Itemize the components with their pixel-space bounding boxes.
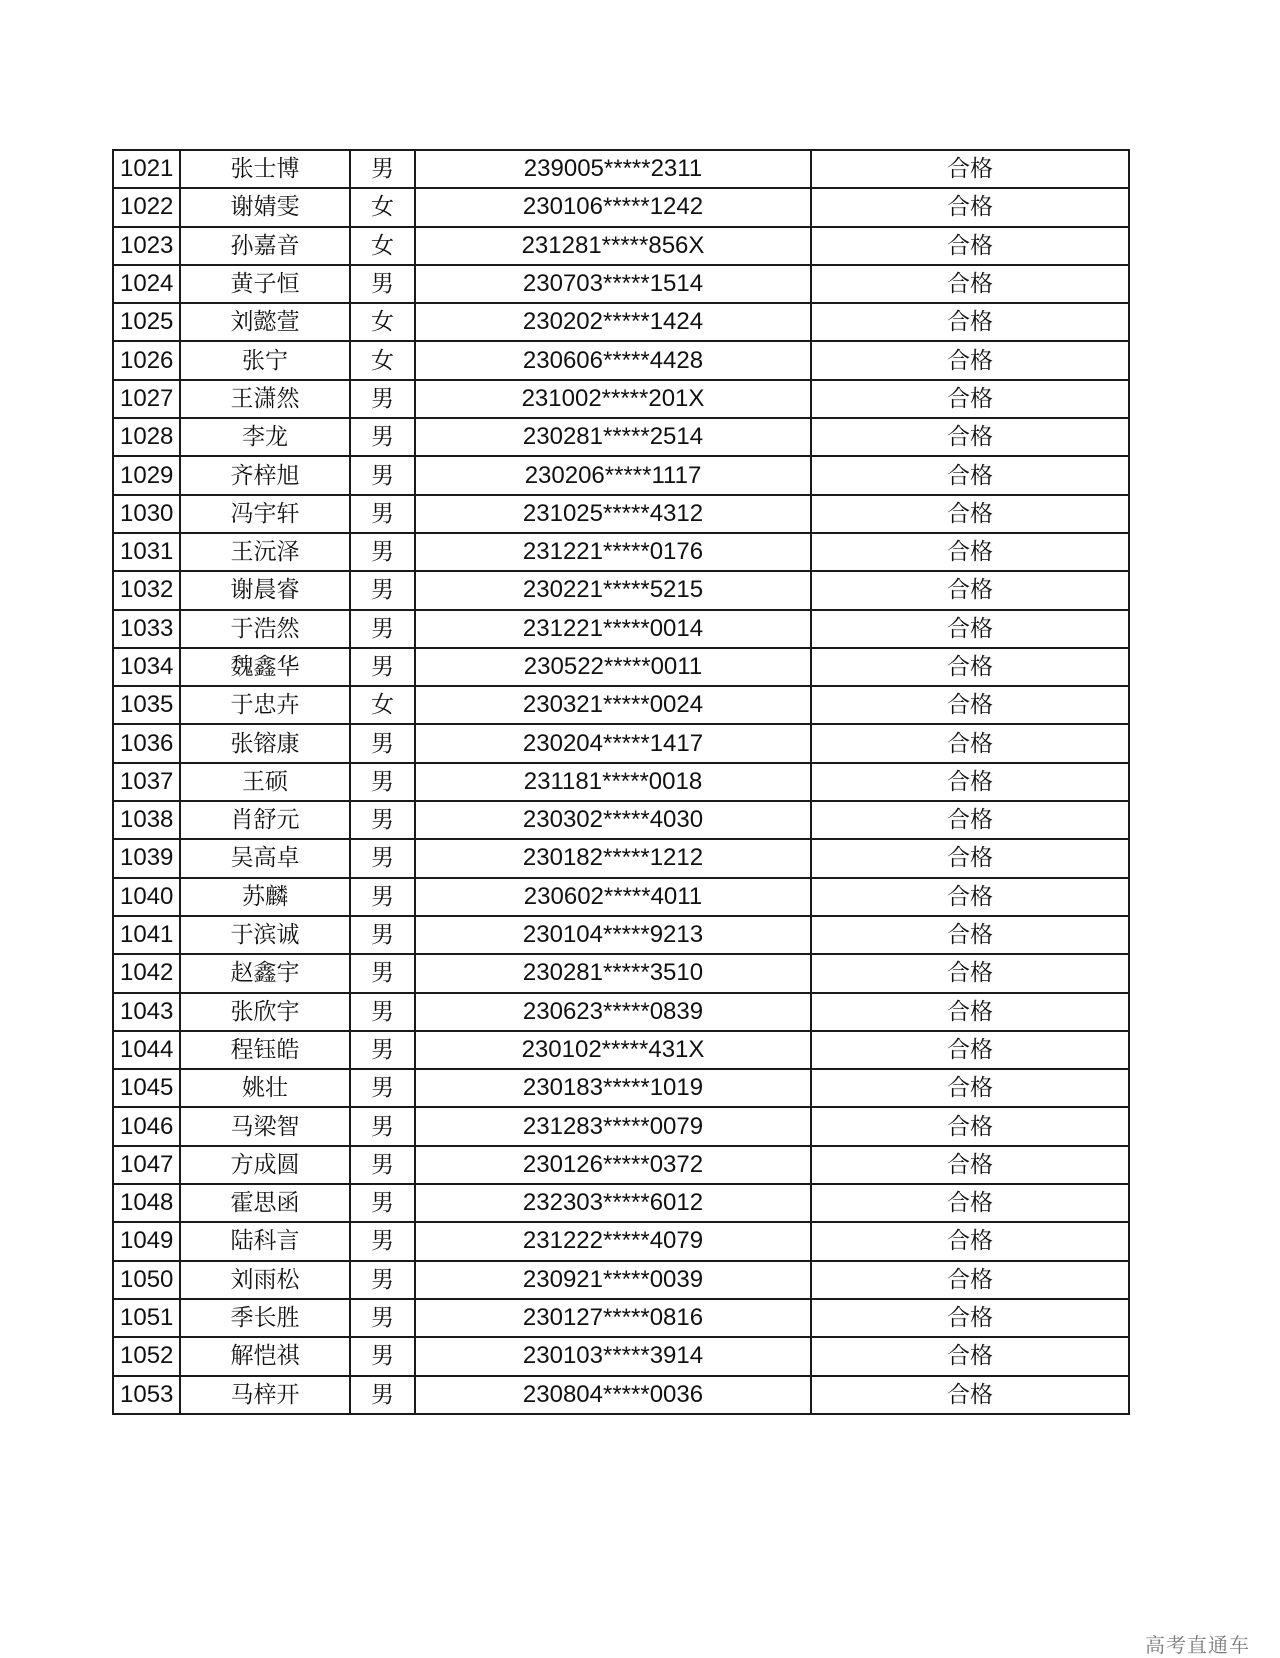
table-row [113, 724, 1129, 762]
result-cell: 合格 [811, 839, 1129, 877]
gender-cell: 男 [350, 1107, 415, 1145]
result-cell: 合格 [811, 801, 1129, 839]
gender-cell: 男 [350, 1069, 415, 1107]
gender-cell: 男 [350, 648, 415, 686]
gender-cell: 男 [350, 1376, 415, 1414]
gender-cell: 男 [350, 1184, 415, 1222]
row-number-cell: 1042 [113, 954, 180, 992]
id-number-cell: 230522*****0011 [415, 648, 811, 686]
id-number-cell: 231281*****856X [415, 227, 811, 265]
name-cell: 张镕康 [180, 724, 350, 762]
results-table [112, 149, 1130, 1415]
result-cell: 合格 [811, 1069, 1129, 1107]
result-cell: 合格 [811, 1299, 1129, 1337]
result-cell: 合格 [811, 1184, 1129, 1222]
name-cell: 吴高卓 [180, 839, 350, 877]
result-cell: 合格 [811, 227, 1129, 265]
table-row [113, 1376, 1129, 1414]
id-number-cell: 231283*****0079 [415, 1107, 811, 1145]
result-cell: 合格 [811, 150, 1129, 188]
name-cell: 黄子恒 [180, 265, 350, 303]
gender-cell: 男 [350, 763, 415, 801]
gender-cell: 女 [350, 303, 415, 341]
table-row [113, 418, 1129, 456]
table-row [113, 1107, 1129, 1145]
row-number-cell: 1032 [113, 571, 180, 609]
name-cell: 马梓开 [180, 1376, 350, 1414]
row-number-cell: 1029 [113, 456, 180, 494]
row-number-cell: 1036 [113, 724, 180, 762]
id-number-cell: 232303*****6012 [415, 1184, 811, 1222]
row-number-cell: 1026 [113, 341, 180, 379]
table-row [113, 456, 1129, 494]
name-cell: 谢晨睿 [180, 571, 350, 609]
gender-cell: 男 [350, 801, 415, 839]
id-number-cell: 230804*****0036 [415, 1376, 811, 1414]
id-number-cell: 230126*****0372 [415, 1146, 811, 1184]
result-cell: 合格 [811, 954, 1129, 992]
name-cell: 肖舒元 [180, 801, 350, 839]
name-cell: 李龙 [180, 418, 350, 456]
result-cell: 合格 [811, 610, 1129, 648]
row-number-cell: 1038 [113, 801, 180, 839]
name-cell: 方成圆 [180, 1146, 350, 1184]
name-cell: 解恺祺 [180, 1337, 350, 1375]
result-cell: 合格 [811, 878, 1129, 916]
gender-cell: 男 [350, 1261, 415, 1299]
name-cell: 谢婧雯 [180, 188, 350, 226]
id-number-cell: 231025*****4312 [415, 495, 811, 533]
results-table-body [113, 150, 1129, 1414]
name-cell: 张宁 [180, 341, 350, 379]
gender-cell: 男 [350, 495, 415, 533]
gender-cell: 男 [350, 265, 415, 303]
result-cell: 合格 [811, 341, 1129, 379]
table-row [113, 265, 1129, 303]
table-row [113, 993, 1129, 1031]
result-cell: 合格 [811, 571, 1129, 609]
name-cell: 于忠卉 [180, 686, 350, 724]
table-row [113, 341, 1129, 379]
table-row [113, 227, 1129, 265]
id-number-cell: 230104*****9213 [415, 916, 811, 954]
gender-cell: 男 [350, 456, 415, 494]
gender-cell: 男 [350, 839, 415, 877]
id-number-cell: 230602*****4011 [415, 878, 811, 916]
result-cell: 合格 [811, 724, 1129, 762]
gender-cell: 男 [350, 878, 415, 916]
name-cell: 孙嘉音 [180, 227, 350, 265]
id-number-cell: 230183*****1019 [415, 1069, 811, 1107]
id-number-cell: 230623*****0839 [415, 993, 811, 1031]
gender-cell: 男 [350, 916, 415, 954]
row-number-cell: 1053 [113, 1376, 180, 1414]
gender-cell: 男 [350, 1299, 415, 1337]
id-number-cell: 239005*****2311 [415, 150, 811, 188]
table-row [113, 610, 1129, 648]
id-number-cell: 231181*****0018 [415, 763, 811, 801]
row-number-cell: 1024 [113, 265, 180, 303]
name-cell: 马梁智 [180, 1107, 350, 1145]
id-number-cell: 230103*****3914 [415, 1337, 811, 1375]
result-cell: 合格 [811, 1146, 1129, 1184]
result-cell: 合格 [811, 916, 1129, 954]
row-number-cell: 1021 [113, 150, 180, 188]
name-cell: 姚壮 [180, 1069, 350, 1107]
id-number-cell: 230221*****5215 [415, 571, 811, 609]
gender-cell: 男 [350, 1146, 415, 1184]
name-cell: 于滨诚 [180, 916, 350, 954]
gender-cell: 男 [350, 993, 415, 1031]
id-number-cell: 231221*****0176 [415, 533, 811, 571]
name-cell: 程钰皓 [180, 1031, 350, 1069]
id-number-cell: 230302*****4030 [415, 801, 811, 839]
table-row [113, 954, 1129, 992]
table-row [113, 303, 1129, 341]
table-row [113, 188, 1129, 226]
gender-cell: 男 [350, 954, 415, 992]
id-number-cell: 230106*****1242 [415, 188, 811, 226]
name-cell: 王硕 [180, 763, 350, 801]
row-number-cell: 1040 [113, 878, 180, 916]
id-number-cell: 230204*****1417 [415, 724, 811, 762]
result-cell: 合格 [811, 495, 1129, 533]
row-number-cell: 1041 [113, 916, 180, 954]
gender-cell: 男 [350, 150, 415, 188]
result-cell: 合格 [811, 303, 1129, 341]
table-row [113, 839, 1129, 877]
result-cell: 合格 [811, 1222, 1129, 1260]
gender-cell: 男 [350, 418, 415, 456]
row-number-cell: 1044 [113, 1031, 180, 1069]
name-cell: 王沅泽 [180, 533, 350, 571]
result-cell: 合格 [811, 265, 1129, 303]
row-number-cell: 1047 [113, 1146, 180, 1184]
row-number-cell: 1035 [113, 686, 180, 724]
result-cell: 合格 [811, 993, 1129, 1031]
id-number-cell: 230206*****1117 [415, 456, 811, 494]
id-number-cell: 230921*****0039 [415, 1261, 811, 1299]
gender-cell: 男 [350, 610, 415, 648]
gender-cell: 男 [350, 380, 415, 418]
row-number-cell: 1027 [113, 380, 180, 418]
name-cell: 刘懿萱 [180, 303, 350, 341]
result-cell: 合格 [811, 418, 1129, 456]
table-row [113, 801, 1129, 839]
result-cell: 合格 [811, 1031, 1129, 1069]
name-cell: 王潇然 [180, 380, 350, 418]
result-cell: 合格 [811, 456, 1129, 494]
name-cell: 冯宇轩 [180, 495, 350, 533]
row-number-cell: 1039 [113, 839, 180, 877]
result-cell: 合格 [811, 1376, 1129, 1414]
name-cell: 刘雨松 [180, 1261, 350, 1299]
row-number-cell: 1051 [113, 1299, 180, 1337]
id-number-cell: 230127*****0816 [415, 1299, 811, 1337]
id-number-cell: 230202*****1424 [415, 303, 811, 341]
name-cell: 苏麟 [180, 878, 350, 916]
table-row [113, 380, 1129, 418]
table-row [113, 1337, 1129, 1375]
name-cell: 陆科言 [180, 1222, 350, 1260]
row-number-cell: 1052 [113, 1337, 180, 1375]
table-row [113, 1069, 1129, 1107]
result-cell: 合格 [811, 1337, 1129, 1375]
table-row [113, 878, 1129, 916]
row-number-cell: 1045 [113, 1069, 180, 1107]
table-row [113, 533, 1129, 571]
row-number-cell: 1023 [113, 227, 180, 265]
gender-cell: 男 [350, 1222, 415, 1260]
table-row [113, 1261, 1129, 1299]
gender-cell: 女 [350, 341, 415, 379]
name-cell: 张欣宇 [180, 993, 350, 1031]
table-row [113, 648, 1129, 686]
id-number-cell: 230281*****3510 [415, 954, 811, 992]
table-row [113, 1146, 1129, 1184]
table-row [113, 1031, 1129, 1069]
row-number-cell: 1049 [113, 1222, 180, 1260]
id-number-cell: 230321*****0024 [415, 686, 811, 724]
watermark-text: 高考直通车 [1145, 1633, 1250, 1657]
result-cell: 合格 [811, 763, 1129, 801]
gender-cell: 男 [350, 1031, 415, 1069]
row-number-cell: 1022 [113, 188, 180, 226]
id-number-cell: 230281*****2514 [415, 418, 811, 456]
result-cell: 合格 [811, 1107, 1129, 1145]
result-cell: 合格 [811, 686, 1129, 724]
table-row [113, 763, 1129, 801]
row-number-cell: 1050 [113, 1261, 180, 1299]
gender-cell: 女 [350, 188, 415, 226]
row-number-cell: 1028 [113, 418, 180, 456]
table-row [113, 150, 1129, 188]
id-number-cell: 230703*****1514 [415, 265, 811, 303]
gender-cell: 女 [350, 686, 415, 724]
name-cell: 赵鑫宇 [180, 954, 350, 992]
table-row [113, 571, 1129, 609]
result-cell: 合格 [811, 1261, 1129, 1299]
row-number-cell: 1030 [113, 495, 180, 533]
name-cell: 张士博 [180, 150, 350, 188]
gender-cell: 男 [350, 533, 415, 571]
gender-cell: 男 [350, 1337, 415, 1375]
name-cell: 霍思函 [180, 1184, 350, 1222]
table-row [113, 1222, 1129, 1260]
row-number-cell: 1034 [113, 648, 180, 686]
table-row [113, 1184, 1129, 1222]
id-number-cell: 231222*****4079 [415, 1222, 811, 1260]
name-cell: 季长胜 [180, 1299, 350, 1337]
name-cell: 于浩然 [180, 610, 350, 648]
row-number-cell: 1046 [113, 1107, 180, 1145]
row-number-cell: 1025 [113, 303, 180, 341]
result-cell: 合格 [811, 648, 1129, 686]
row-number-cell: 1031 [113, 533, 180, 571]
id-number-cell: 231002*****201X [415, 380, 811, 418]
result-cell: 合格 [811, 380, 1129, 418]
result-cell: 合格 [811, 533, 1129, 571]
table-row [113, 1299, 1129, 1337]
gender-cell: 男 [350, 724, 415, 762]
row-number-cell: 1048 [113, 1184, 180, 1222]
name-cell: 齐梓旭 [180, 456, 350, 494]
table-row [113, 495, 1129, 533]
table-row [113, 916, 1129, 954]
id-number-cell: 230606*****4428 [415, 341, 811, 379]
name-cell: 魏鑫华 [180, 648, 350, 686]
row-number-cell: 1037 [113, 763, 180, 801]
gender-cell: 男 [350, 571, 415, 609]
row-number-cell: 1033 [113, 610, 180, 648]
id-number-cell: 231221*****0014 [415, 610, 811, 648]
id-number-cell: 230182*****1212 [415, 839, 811, 877]
id-number-cell: 230102*****431X [415, 1031, 811, 1069]
row-number-cell: 1043 [113, 993, 180, 1031]
result-cell: 合格 [811, 188, 1129, 226]
table-row [113, 686, 1129, 724]
gender-cell: 女 [350, 227, 415, 265]
